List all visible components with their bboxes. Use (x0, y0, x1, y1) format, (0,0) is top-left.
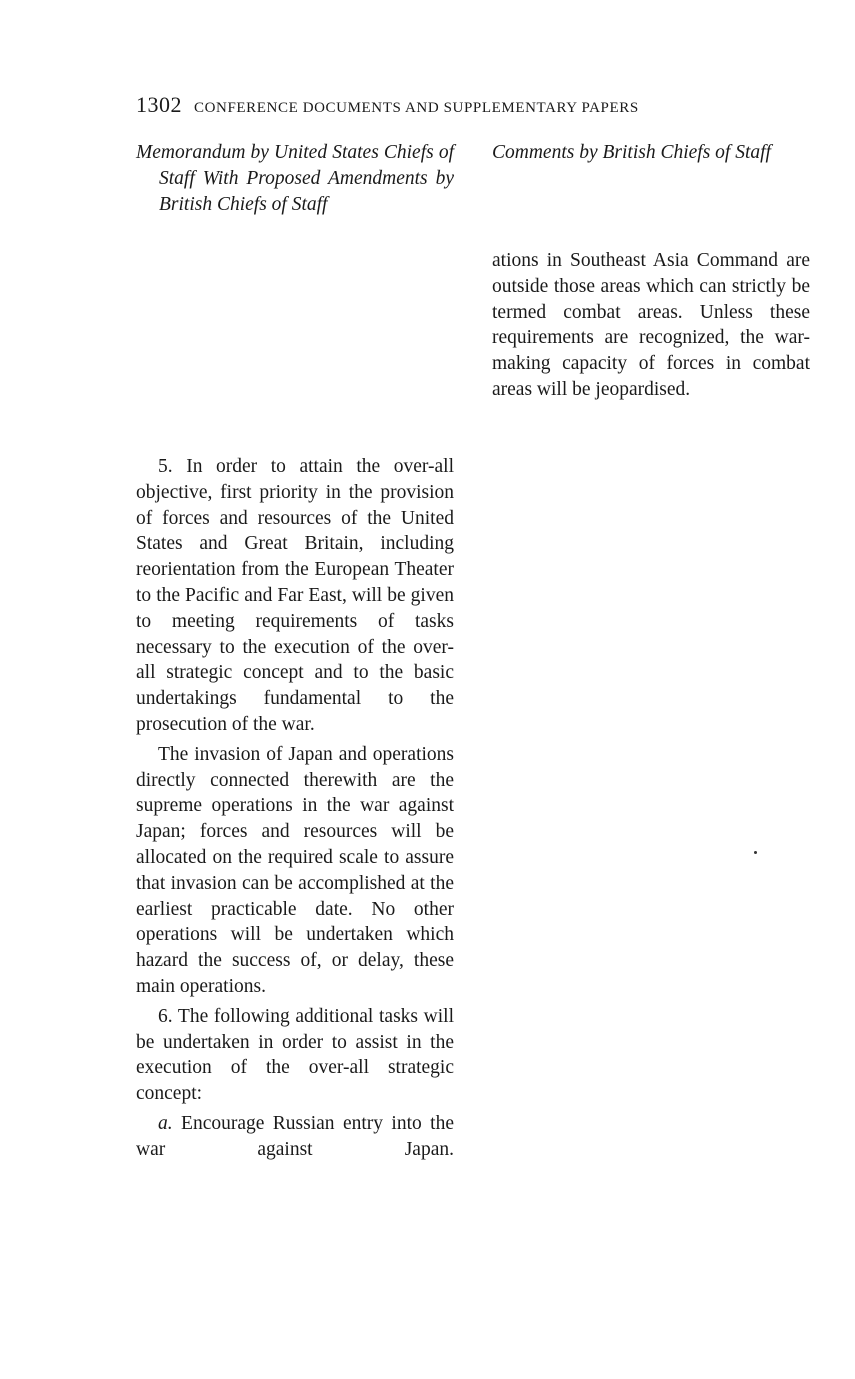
right-column-header (492, 140, 810, 166)
paragraph-5: 5. In order to attain the over-all objective, first priority in the provision of forces and resources of the United States and Great Britain, including reorientation from the European Theater to the Pacific and Far East, will be given to meeting requirements of tasks necessary to the execution of the over-all strategic concept and to the basic undertakings fundamental to the prosecution of the war. (136, 456, 454, 735)
running-title: CONFERENCE DOCUMENTS AND SUPPLEMENTARY PAPERS (194, 100, 639, 116)
item-a-label: a. (158, 1112, 173, 1134)
page-number: 1302 (136, 92, 182, 117)
paragraph-6: 6. The following additional tasks will be undertaken in order to assist in the execution of the over-all strategic concept: (136, 1005, 454, 1105)
running-head (136, 92, 758, 122)
item-a-text: Encourage Russian entry into the war against Japan. (136, 1112, 454, 1160)
right-column-heading: Comments by British Chiefs of Staff (492, 142, 771, 163)
left-column-header (136, 140, 454, 217)
stray-mark (754, 851, 757, 854)
item-a (136, 1111, 454, 1163)
left-column-heading: Memorandum by United States Chiefs of Staff With Proposed Amendments by British Chiefs of Staff (136, 142, 454, 215)
paragraph-invasion: The invasion of Japan and operations directly connected therewith are the supreme operations in the war against Japan; forces and resources will be allocated on the required scale to assure that invasion can be accomplished at the earliest practicable date. No other operations will be undertaken which hazard the success of, or delay, these main operations. (136, 743, 454, 997)
right-column-continued (492, 248, 810, 403)
right-column-continued-text: ations in Southeast Asia Command are outside those areas which can strictly be termed combat areas. Unless these requirements are recognized, the war-making capacity of forces in combat areas will be jeopardised. (492, 250, 810, 400)
left-column-body (136, 454, 454, 1163)
